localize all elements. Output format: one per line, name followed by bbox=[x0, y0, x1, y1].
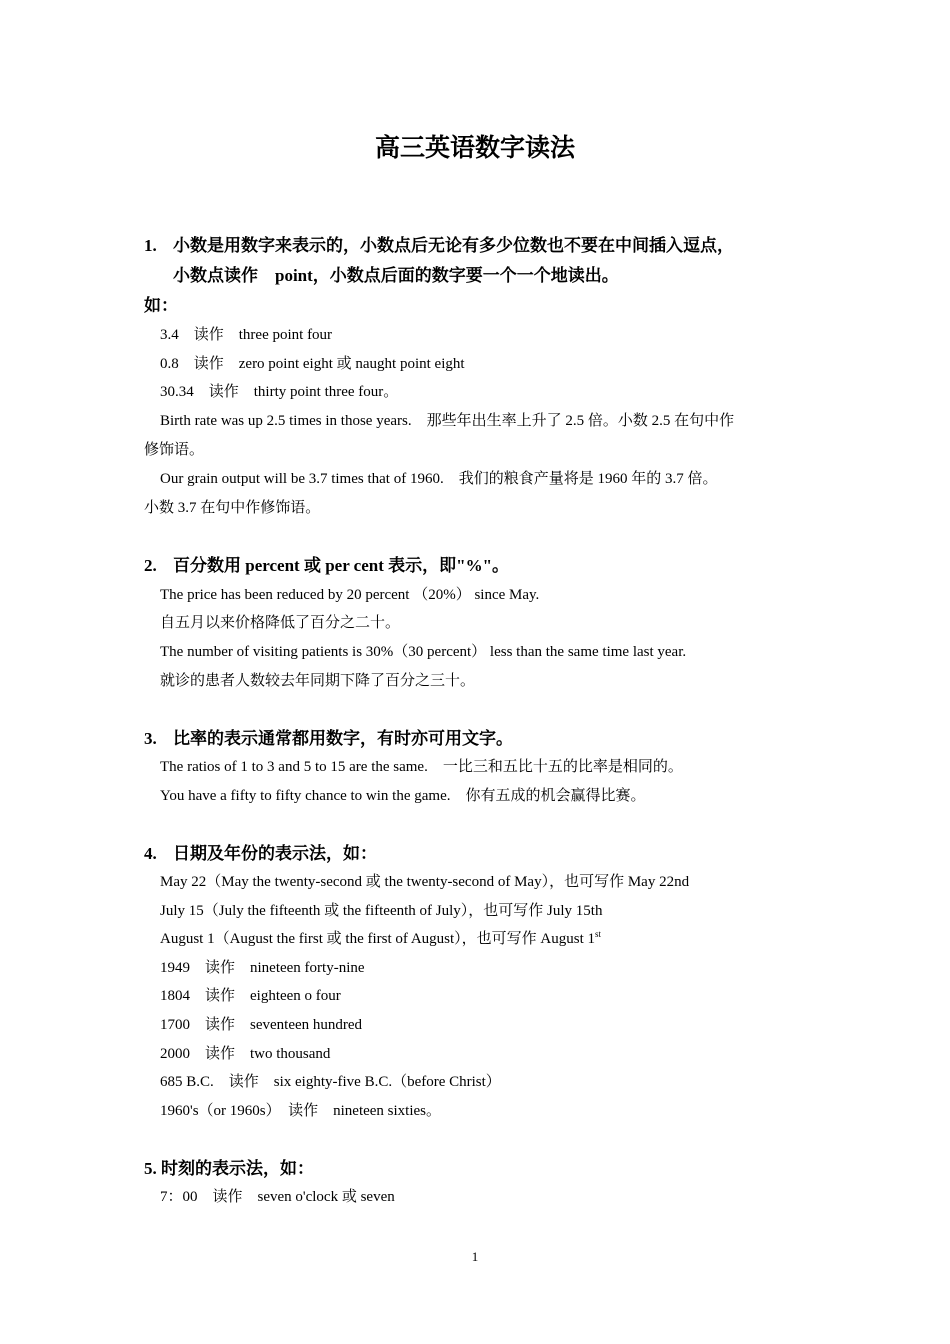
example-line: Our grain output will be 3.7 times that of 1960. 我们的粮食产量将是 1960 年的 3.7 倍。 bbox=[160, 471, 718, 487]
section-4-heading bbox=[144, 842, 377, 866]
example-line: The number of visiting patients is 30%（30 percent） less than the same time last year. bbox=[160, 644, 687, 660]
example-line: The price has been reduced by 20 percent （20%） since May. bbox=[160, 587, 540, 603]
section-4-number: 4. bbox=[144, 844, 157, 863]
section-3-heading-text: 比率的表示通常都用数字，有时亦可用文字。 bbox=[173, 729, 513, 748]
example-line: The ratios of 1 to 3 and 5 to 15 are the same. 一比三和五比十五的比率是相同的。 bbox=[160, 759, 683, 775]
section-1-heading bbox=[144, 234, 734, 258]
example-line: 3.4 读作 three point four bbox=[160, 327, 333, 343]
example-line: You have a fifty to fifty chance to win the game. 你有五成的机会赢得比赛。 bbox=[160, 788, 646, 804]
section-2-heading-text: 百分数用 percent 或 per cent 表示，即"%"。 bbox=[173, 556, 510, 575]
section-1-heading-line-1: 小数是用数字来表示的，小数点后无论有多少位数也不要在中间插入逗点， bbox=[173, 236, 734, 255]
example-line: 685 B.C. 读作 six eighty-five B.C.（before Christ） bbox=[160, 1074, 501, 1090]
section-2-number: 2. bbox=[144, 556, 157, 575]
example-line: 小数 3.7 在句中作修饰语。 bbox=[144, 500, 321, 516]
example-line: 修饰语。 bbox=[144, 442, 205, 458]
example-line: 自五月以来价格降低了百分之二十。 bbox=[160, 615, 401, 631]
example-line: 30.34 读作 thirty point three four。 bbox=[160, 384, 399, 400]
example-line: 1804 读作 eighteen o four bbox=[160, 988, 341, 1004]
example-line: May 22（May the twenty-second 或 the twenty-second of May），也可写作 May 22nd bbox=[160, 874, 690, 890]
example-line: 就诊的患者人数较去年同期下降了百分之三十。 bbox=[160, 673, 476, 689]
example-line bbox=[160, 928, 601, 950]
example-line: 1960's（or 1960s） 读作 nineteen sixties。 bbox=[160, 1103, 442, 1119]
example-line: 7：00 读作 seven o'clock 或 seven bbox=[160, 1189, 395, 1205]
section-2-heading bbox=[144, 554, 509, 578]
example-line-text: August 1（August the first 或 the first of August），也可写作 August 1 bbox=[160, 931, 595, 947]
section-4-heading-text: 日期及年份的表示法，如： bbox=[173, 844, 377, 863]
example-line: 1700 读作 seventeen hundred bbox=[160, 1017, 363, 1033]
example-line: Birth rate was up 2.5 times in those years. 那些年出生率上升了 2.5 倍。小数 2.5 在句中作 bbox=[160, 413, 735, 429]
example-line: 1949 读作 nineteen forty-nine bbox=[160, 960, 365, 976]
ordinal-superscript: st bbox=[595, 929, 602, 939]
section-1-number: 1. bbox=[144, 236, 157, 255]
section-1-heading-line-2: 小数点读作 point，小数点后面的数字要一个一个地读出。 bbox=[173, 266, 619, 285]
document-title: 高三英语数字读法 bbox=[374, 135, 575, 162]
page-number: 1 bbox=[471, 1249, 479, 1264]
example-line: July 15（July the fifteenth 或 the fifteenth of July），也可写作 July 15th bbox=[160, 903, 603, 919]
section-3-number: 3. bbox=[144, 729, 157, 748]
section-5-heading: 5. 时刻的表示法，如： bbox=[144, 1159, 314, 1178]
example-line: 0.8 读作 zero point eight 或 naught point eight bbox=[160, 356, 465, 372]
section-3-heading bbox=[144, 727, 513, 751]
example-label: 如： bbox=[144, 296, 178, 315]
example-line: 2000 读作 two thousand bbox=[160, 1046, 331, 1062]
